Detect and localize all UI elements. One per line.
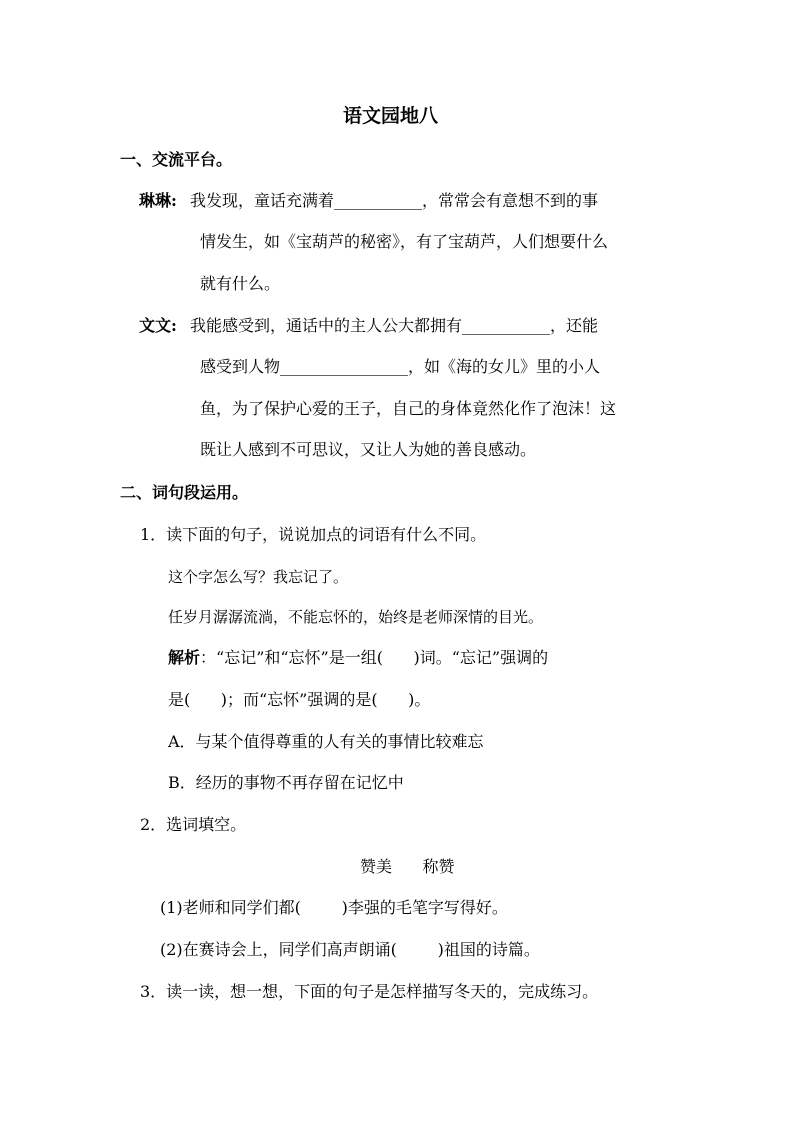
section1-heading: 一、交流平台。	[120, 150, 233, 169]
analysis-text-1: ：“忘记”和“忘怀”是一组( )词。“忘记”强调的	[200, 648, 549, 667]
example-sentence-2: 任岁月潺潺流淌，不能忘怀的，始终是老师深情的目光。	[168, 608, 544, 626]
wenwen-line-4: 既让人感到不可思议，又让人为她的善良感动。	[200, 440, 537, 459]
question-1-stem: 1．读下面的句子，说说加点的词语有什么不同。	[140, 525, 487, 544]
section2-heading: 二、词句段运用。	[120, 483, 249, 502]
page-title: 语文园地八	[343, 105, 439, 127]
example-sentence-1: 这个字怎么写？我忘记了。	[168, 568, 349, 586]
wenwen-line-2: 感受到人物________________，如《海的女儿》里的小人	[200, 357, 601, 376]
linlin-line-2: 情发生，如《宝葫芦的秘密》，有了宝葫芦，人们想要什么	[200, 232, 609, 251]
analysis-line-1	[168, 648, 548, 668]
speaker-wenwen: 文文:	[139, 316, 177, 335]
linlin-line-1: 我发现，童话充满着___________，常常会有意想不到的事	[190, 191, 599, 210]
option-b: B．经历的事物不再存留在记忆中	[168, 773, 404, 792]
question-3-stem: 3．读一读，想一想，下面的句子是怎样描写冬天的，完成练习。	[140, 982, 599, 1001]
linlin-line-3: 就有什么。	[200, 274, 281, 293]
fill-item-1: (1)老师和同学们都( )李强的毛笔字写得好。	[160, 898, 508, 917]
question-2-stem: 2．选词填空。	[140, 815, 247, 834]
wenwen-line-1: 我能感受到，通话中的主人公大都拥有___________，还能	[190, 316, 599, 335]
analysis-line-2: 是( )；而“忘怀”强调的是( )。	[168, 690, 431, 709]
analysis-label: 解析	[168, 648, 201, 667]
speaker-linlin: 琳琳:	[139, 191, 177, 210]
option-a: A．与某个值得尊重的人有关的事情比较难忘	[168, 732, 484, 751]
fill-item-2: (2)在赛诗会上，同学们高声朗诵( )祖国的诗篇。	[160, 940, 540, 959]
wenwen-line-3: 鱼，为了保护心爱的王子，自己的身体竟然化作了泡沫！这	[200, 399, 617, 418]
word-choices: 赞美 称赞	[360, 857, 455, 876]
